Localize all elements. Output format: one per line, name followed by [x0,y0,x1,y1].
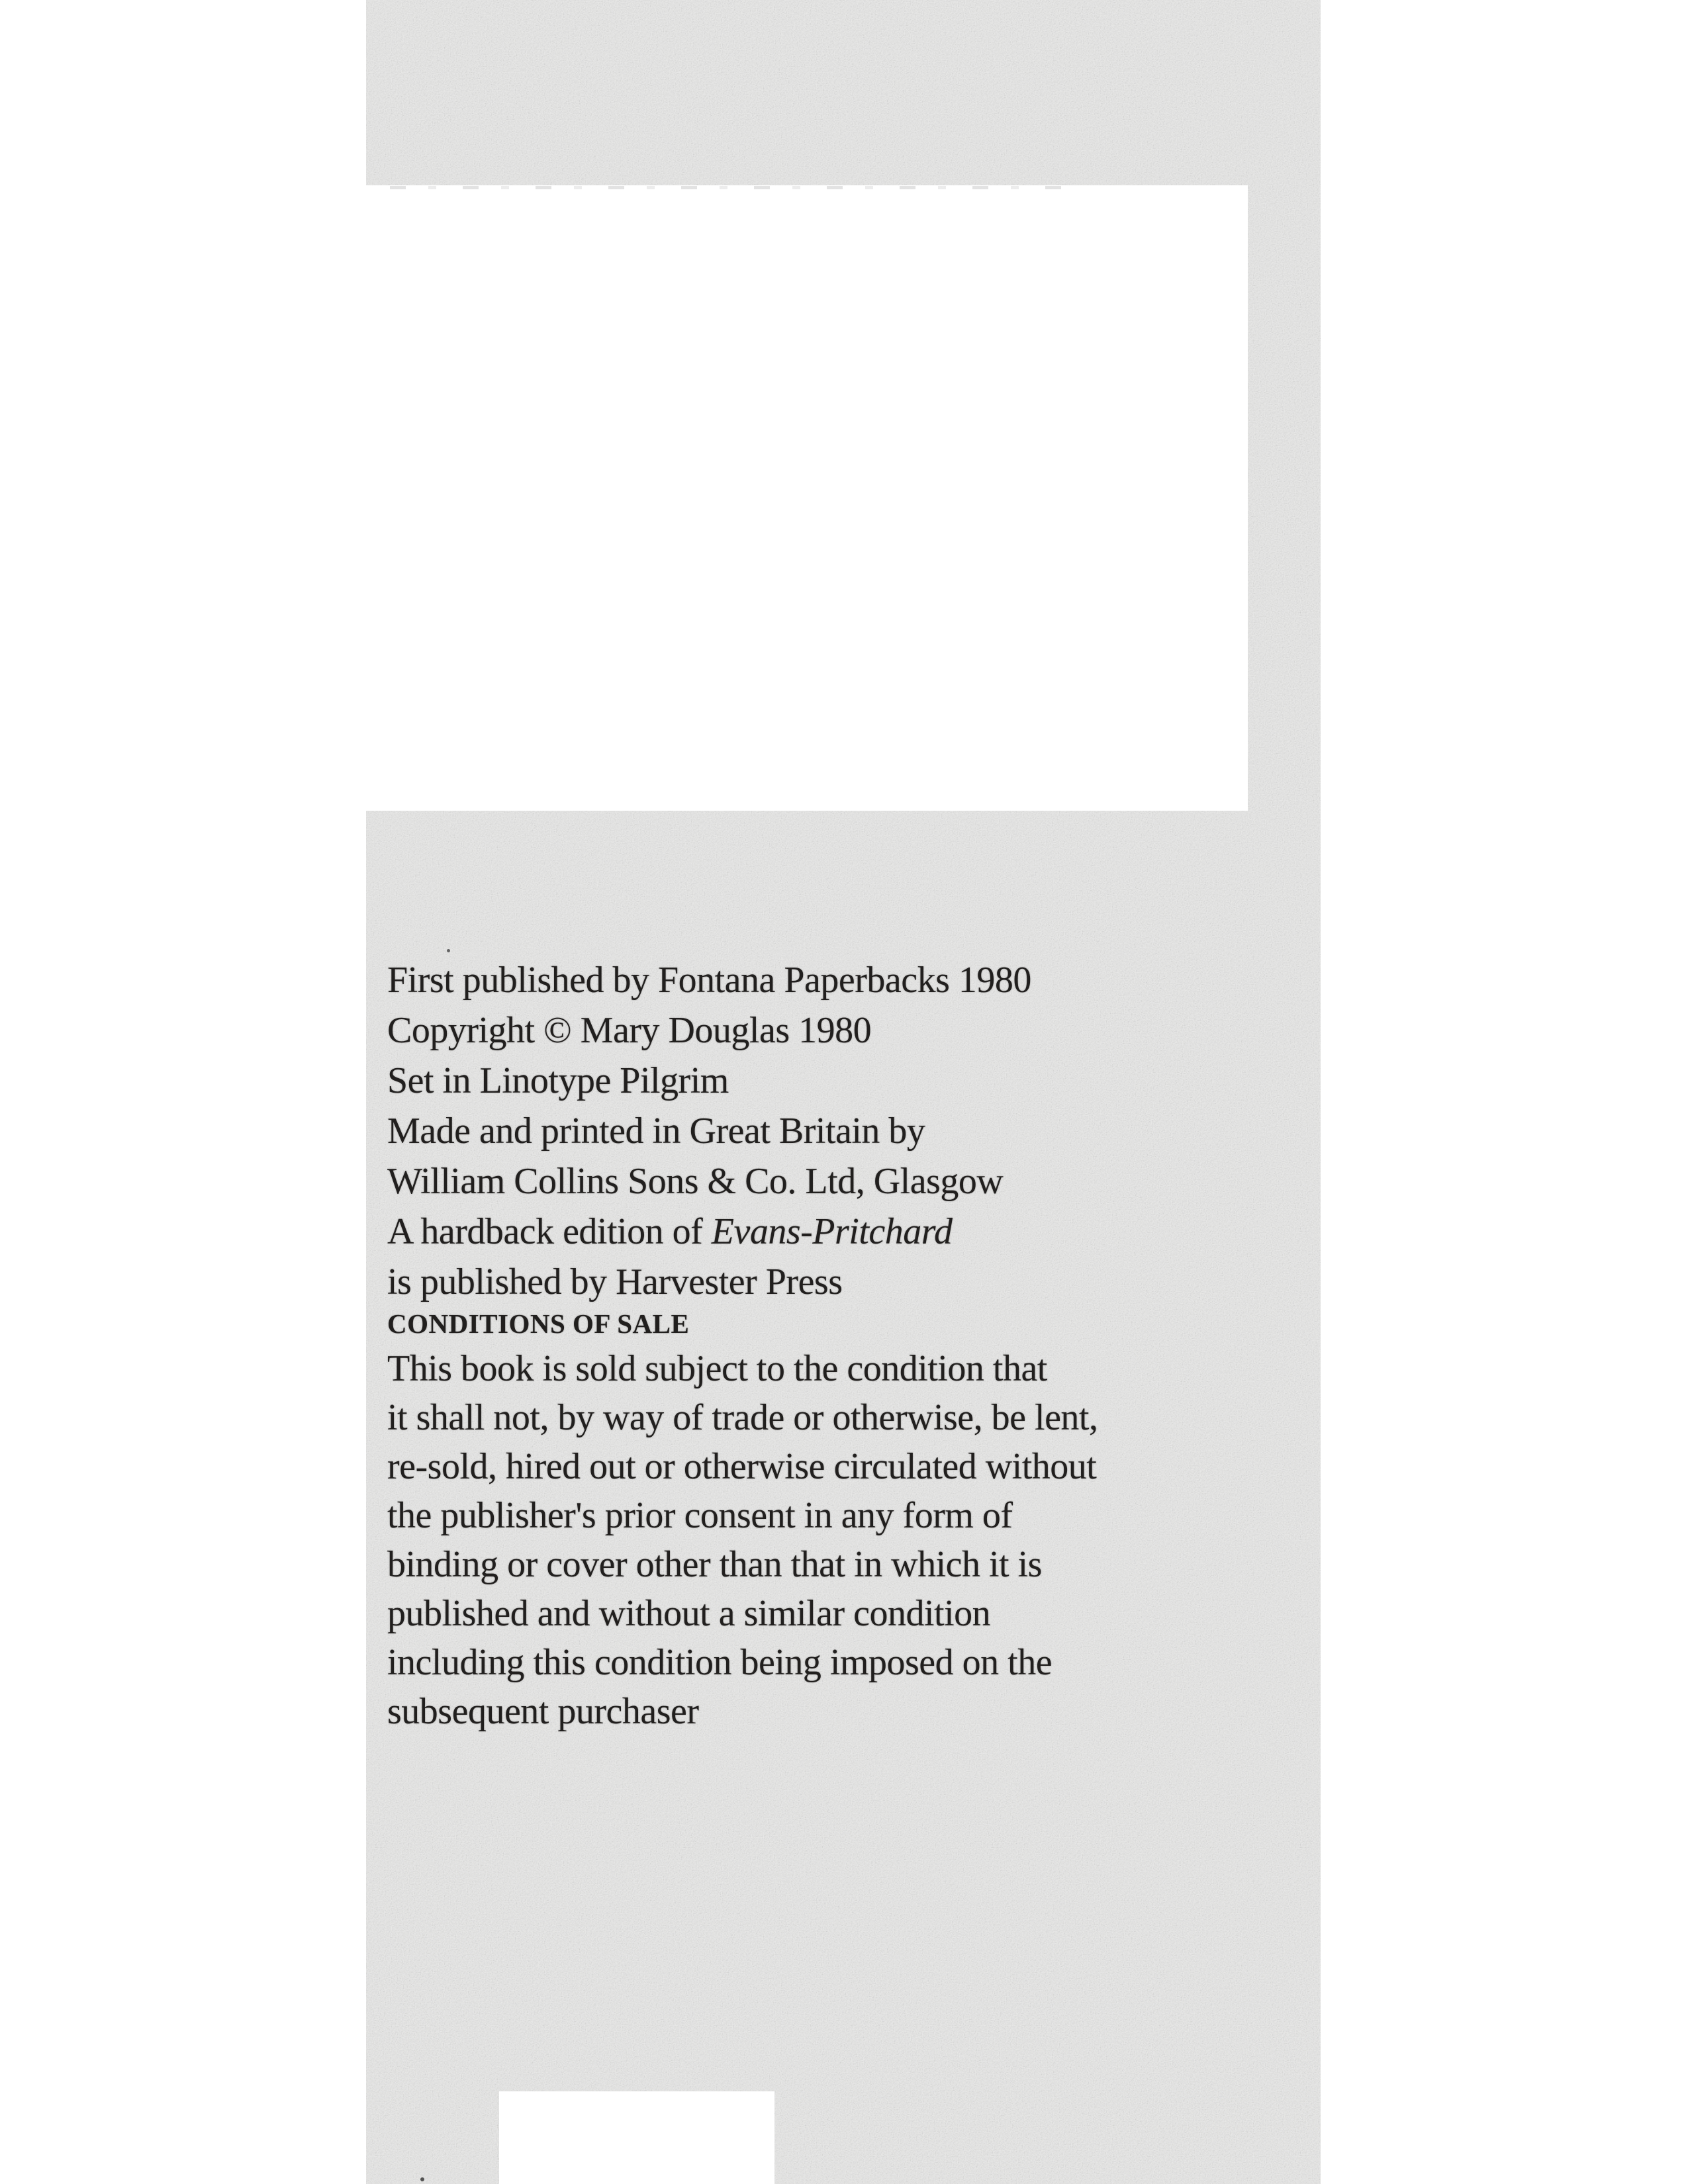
blank-cutout-top [366,185,1248,811]
imprint-text-block [387,955,1307,1736]
copyright-line: Copyright © Mary Douglas 1980 [387,1010,872,1051]
blank-cutout-bottom [499,2091,774,2184]
conditions-line: subsequent purchaser [387,1691,699,1732]
conditions-line: binding or cover other than that in which it is [387,1544,1042,1585]
ink-speck [420,2177,424,2181]
scanned-page-region [366,0,1321,2184]
hardback-line-2: is published by Harvester Press [387,1261,843,1302]
conditions-line: This book is sold subject to the condition that [387,1348,1047,1389]
printer-line-1: Made and printed in Great Britain by [387,1111,925,1152]
scan-smudge-line [390,186,1078,189]
conditions-line: including this condition being imposed on the [387,1642,1053,1683]
conditions-line: re-sold, hired out or otherwise circulated without [387,1446,1097,1487]
hardback-line-prefix: A hardback edition of [387,1211,712,1252]
hardback-line-1 [387,1206,1307,1257]
conditions-heading: CONDITIONS OF SALE [387,1308,690,1339]
hardback-title-italic: Evans-Pritchard [711,1211,953,1252]
conditions-paragraph [387,1344,1307,1736]
printer-line-2: William Collins Sons & Co. Ltd, Glasgow [387,1161,1004,1202]
conditions-line: the publisher's prior consent in any form of [387,1495,1013,1536]
published-line: First published by Fontana Paperbacks 1980 [387,960,1031,1001]
conditions-line: it shall not, by way of trade or otherwise, be lent, [387,1397,1098,1438]
conditions-line: published and without a similar condition [387,1593,991,1634]
ink-speck [447,949,450,952]
typeface-line: Set in Linotype Pilgrim [387,1060,729,1101]
